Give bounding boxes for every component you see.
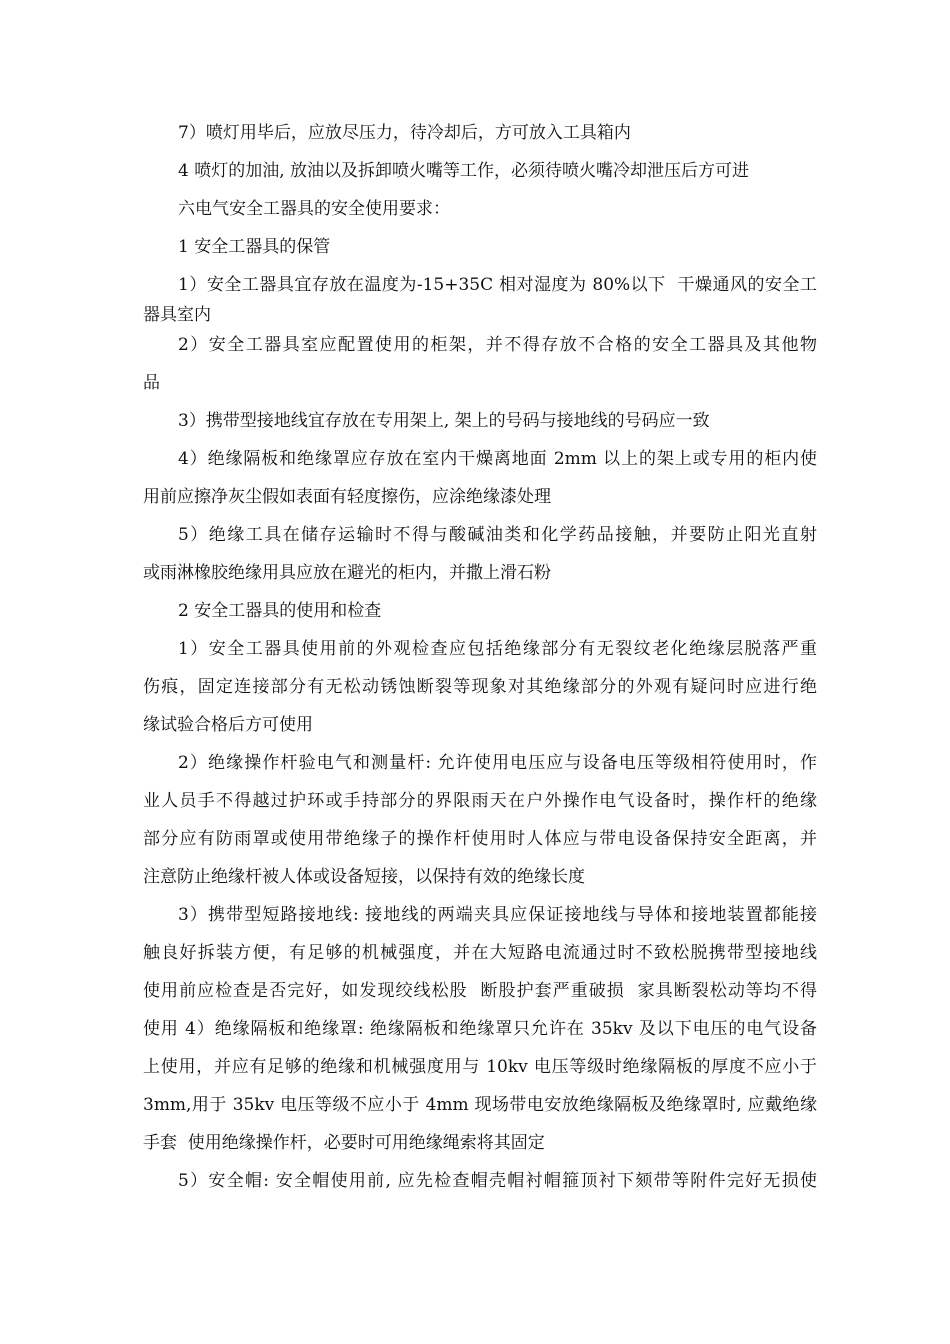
- text-line: 触良好拆装方便，有足够的机械强度，并在大短路电流通过时不致松脱携带型接地线: [143, 943, 817, 963]
- paragraph-sprayer-release-pressure: [143, 114, 817, 152]
- text-line: 1）安全工器具宜存放在温度为-15+35C 相对湿度为 80%以下 干燥通风的安全工: [178, 275, 817, 295]
- text-line: 部分应有防雨罩或使用带绝缘子的操作杆使用时人体应与带电设备保持安全距离，并: [143, 829, 817, 849]
- text-line: 3）携带型短路接地线: 接地线的两端夹具应保证接地线与导体和接地装置都能接: [178, 905, 817, 925]
- paragraph-usage-2: [143, 744, 817, 896]
- text-line: 上使用，并应有足够的绝缘和机械强度用与 10kv 电压等级时绝缘隔板的厚度不应小于: [143, 1057, 817, 1077]
- paragraph-storage-3: [143, 402, 817, 440]
- text-line: 4 喷灯的加油, 放油以及拆卸喷火嘴等工作，必须待喷火嘴冷却泄压后方可进: [178, 161, 750, 181]
- text-line: 5）绝缘工具在储存运输时不得与酸碱油类和化学药品接触，并要防止阳光直射: [178, 525, 817, 545]
- text-line: 业人员手不得越过护环或手持部分的界限雨天在户外操作电气设备时，操作杆的绝缘: [143, 791, 817, 811]
- section-heading-six: [143, 190, 817, 228]
- subsection-heading-storage: [143, 228, 817, 266]
- text-line: 2）安全工器具室应配置使用的柜架，并不得存放不合格的安全工器具及其他物: [178, 335, 817, 355]
- text-line: 使用 4）绝缘隔板和绝缘罩: 绝缘隔板和绝缘罩只允许在 35kv 及以下电压的电气设备: [143, 1019, 817, 1039]
- text-line: 2）绝缘操作杆验电气和测量杆: 允许使用电压应与设备电压等级相符使用时，作: [178, 753, 817, 773]
- paragraph-usage-3: [143, 896, 817, 1162]
- text-line: 7）喷灯用毕后，应放尽压力，待冷却后，方可放入工具箱内: [178, 123, 631, 143]
- subsection-heading: 2 安全工器具的使用和检查: [178, 601, 382, 621]
- text-line: 缘试验合格后方可使用: [143, 715, 313, 735]
- text-line: 器具室内: [143, 305, 211, 325]
- text-line: 注意防止绝缘杆被人体或设备短接，以保持有效的绝缘长度: [143, 867, 585, 887]
- document-body: [143, 114, 817, 1200]
- text-line: 或雨淋橡胶绝缘用具应放在避光的柜内，并撒上滑石粉: [143, 563, 551, 583]
- paragraph-storage-5: [143, 516, 817, 592]
- text-line: 3）携带型接地线宜存放在专用架上, 架上的号码与接地线的号码应一致: [178, 411, 710, 431]
- subsection-heading: 1 安全工器具的保管: [178, 237, 331, 257]
- text-line: 3mm,用于 35kv 电压等级不应小于 4mm 现场带电安放绝缘隔板及绝缘罩时, 应戴绝缘: [143, 1095, 817, 1115]
- paragraph-usage-5: [143, 1162, 817, 1200]
- text-line: 1）安全工器具使用前的外观检查应包括绝缘部分有无裂纹老化绝缘层脱落严重: [178, 639, 817, 659]
- paragraph-usage-1: [143, 630, 817, 744]
- text-line: 伤痕，固定连接部分有无松动锈蚀断裂等现象对其绝缘部分的外观有疑问时应进行绝: [143, 677, 817, 697]
- paragraph-storage-4: [143, 440, 817, 516]
- paragraph-sprayer-refuel: [143, 152, 817, 190]
- paragraph-storage-2: [143, 326, 817, 402]
- subsection-heading-usage: [143, 592, 817, 630]
- text-line: 用前应擦净灰尘假如表面有轻度擦伤，应涂绝缘漆处理: [143, 487, 551, 507]
- paragraph-storage-1: [143, 266, 817, 326]
- text-line: 手套 使用绝缘操作杆，必要时可用绝缘绳索将其固定: [143, 1133, 545, 1153]
- text-line: 品: [143, 373, 160, 393]
- text-line: 4）绝缘隔板和绝缘罩应存放在室内干燥离地面 2mm 以上的架上或专用的柜内使: [178, 449, 817, 469]
- section-heading: 六电气安全工器具的安全使用要求：: [178, 199, 450, 219]
- text-line: 使用前应检查是否完好，如发现绞线松股 断股护套严重破损 家具断裂松动等均不得: [143, 981, 817, 1001]
- text-line: 5）安全帽: 安全帽使用前, 应先检查帽壳帽衬帽箍顶衬下颏带等附件完好无损使: [178, 1171, 817, 1191]
